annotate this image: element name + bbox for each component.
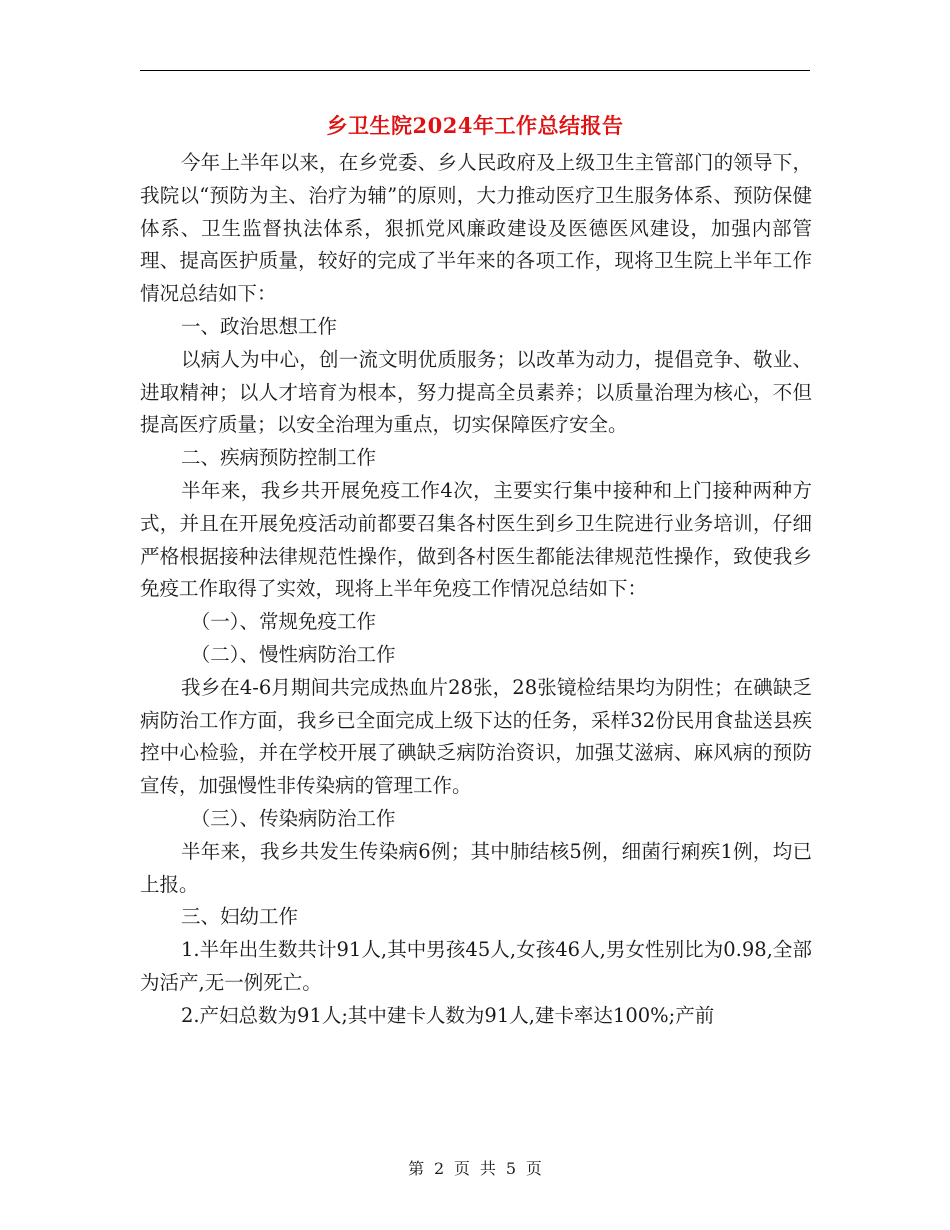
paragraph-political: 以病人为中心，创一流文明优质服务；以改革为动力，提倡竞争、敬业、进取精神；以人才培育为根本，努力提高全员素养；以质量治理为核心，不但提高医疗质量；以安全治理为重点，切实保障医疗安全。 [140,347,812,437]
document-body [140,147,812,1033]
subsection-heading-routine-immunization: （一）、常规免疫工作 [190,610,376,634]
header-rule [140,70,810,71]
paragraph-intro: 今年上半年以来，在乡党委、乡人民政府及上级卫生主管部门的领导下，我院以“预防为主、治疗为辅”的原则，大力推动医疗卫生服务体系、预防保健体系、卫生监督执法体系，狠抓党风廉政建设及医德医风建设，加强内部管理、提高医护质量，较好的完成了半年来的各项工作，现将卫生院上半年工作情况总结如下： [140,151,812,306]
section-heading-political: 一、政治思想工作 [180,314,337,338]
subsection-heading-chronic-disease: （二）、慢性病防治工作 [190,642,396,666]
paragraph-maternal: 2.产妇总数为91人;其中建卡人数为91人,建卡率达100%;产前 [180,1003,715,1027]
subsection-heading-infectious-disease: （三）、传染病防治工作 [190,806,396,830]
paragraph-infectious-disease: 半年来，我乡共发生传染病6例；其中肺结核5例，细菌行痢疾1例，均已上报。 [140,839,812,896]
section-heading-disease-control: 二、疾病预防控制工作 [180,446,376,470]
document-title: 乡卫生院2024年工作总结报告 [326,113,624,138]
paragraph-chronic-disease: 我乡在4-6月期间共完成热血片28张，28张镜检结果均为阴性；在碘缺乏病防治工作方面，我乡已全面完成上级下达的任务，采样32份民用食盐送县疾控中心检验，并在学校开展了碘缺乏病防治资识，加强艾滋病、麻风病的预防宣传，加强慢性非传染病的管理工作。 [140,675,812,798]
paragraph-births: 1.半年出生数共计91人,其中男孩45人,女孩46人,男女性别比为0.98,全部为活产,无一例死亡。 [140,938,812,994]
paragraph-immunization: 半年来，我乡共开展免疫工作4次，主要实行集中接种和上门接种两种方式，并且在开展免疫活动前都要召集各村医生到乡卫生院进行业务培训，仔细严格根据接种法律规范性操作，做到各村医生都能法律规范性操作，致使我乡免疫工作取得了实效，现将上半年免疫工作情况总结如下： [140,478,812,601]
page-number-footer: 第 2 页 共 5 页 [408,1159,542,1178]
section-heading-maternal-child: 三、妇幼工作 [180,905,298,929]
